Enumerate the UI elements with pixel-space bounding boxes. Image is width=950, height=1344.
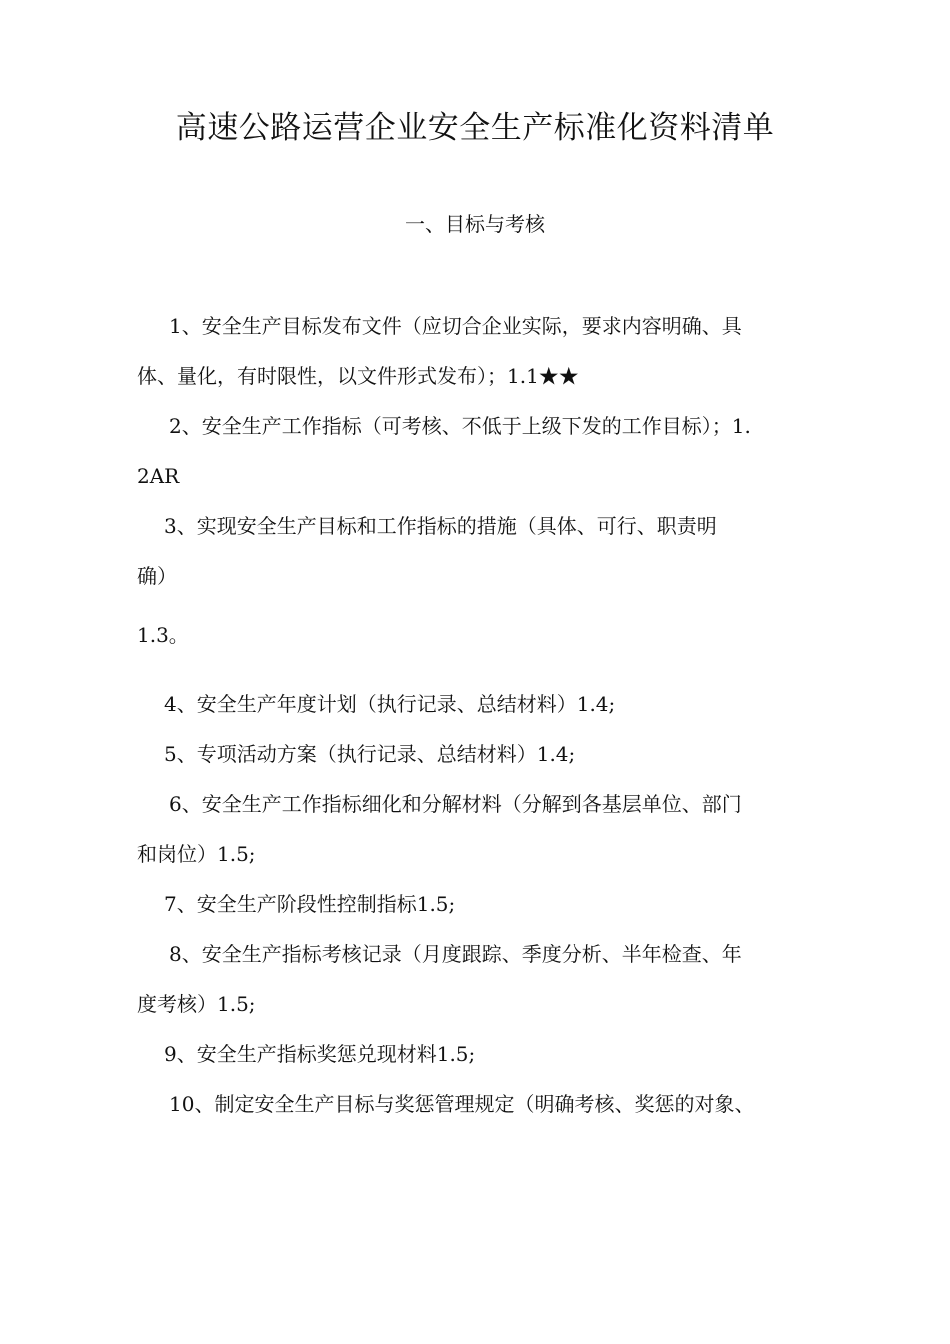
list-item-4: 4、安全生产年度计划（执行记录、总结材料）1.4;	[164, 692, 616, 716]
list-item-7: 7、安全生产阶段性控制指标1.5;	[164, 892, 456, 916]
list-item-2-line-1: 2、安全生产工作指标（可考核、不低于上级下发的工作目标）；1.	[169, 414, 751, 438]
list-item-3-line-1: 3、实现安全生产目标和工作指标的措施（具体、可行、职责明	[164, 514, 717, 538]
list-item-3-line-3: 1.3。	[137, 623, 189, 647]
section-heading: 一、目标与考核	[405, 212, 545, 236]
list-item-3-line-2: 确）	[137, 564, 177, 588]
list-item-6-line-1: 6、安全生产工作指标细化和分解材料（分解到各基层单位、部门	[169, 792, 742, 816]
list-item-1-line-2: 体、量化，有时限性，以文件形式发布）；1.1★★	[137, 364, 579, 388]
list-item-8-line-2: 度考核）1.5;	[137, 992, 256, 1016]
list-item-2-line-2: 2AR	[137, 464, 180, 488]
list-item-6-line-2: 和岗位）1.5;	[137, 842, 256, 866]
list-item-1-line-1: 1、安全生产目标发布文件（应切合企业实际，要求内容明确、具	[169, 314, 742, 338]
list-item-5: 5、专项活动方案（执行记录、总结材料）1.4;	[164, 742, 576, 766]
list-item-10-line-1: 10、制定安全生产目标与奖惩管理规定（明确考核、奖惩的对象、	[169, 1092, 755, 1116]
document-title: 高速公路运营企业安全生产标准化资料清单	[175, 110, 775, 146]
list-item-8-line-1: 8、安全生产指标考核记录（月度跟踪、季度分析、半年检查、年	[169, 942, 742, 966]
list-item-9: 9、安全生产指标奖惩兑现材料1.5;	[164, 1042, 476, 1066]
